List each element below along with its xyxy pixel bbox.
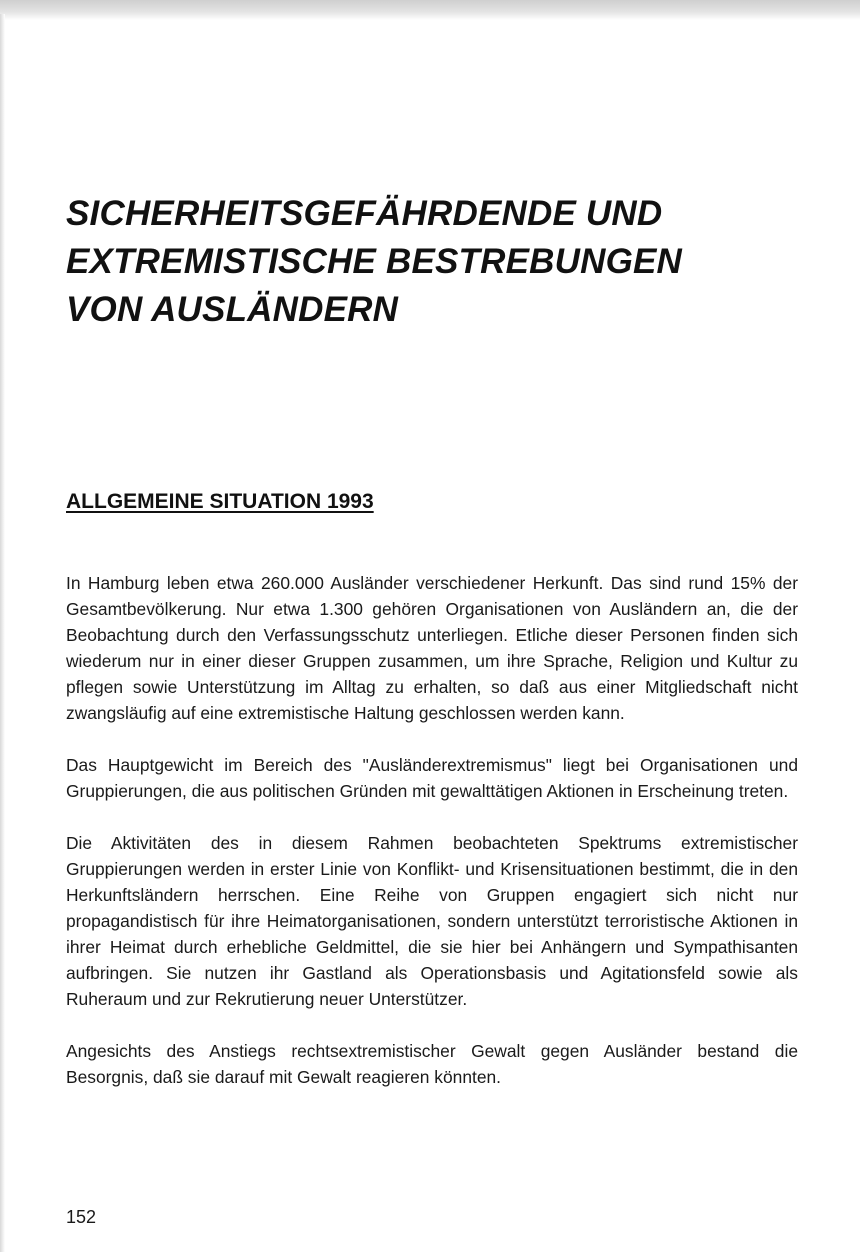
scan-left-edge <box>0 14 5 1252</box>
chapter-title <box>66 190 826 334</box>
scan-top-edge <box>0 0 860 20</box>
paragraph-4: Angesichts des Anstiegs rechtsextremistischer Gewalt gegen Ausländer bestand die Besorgnis, daß sie darauf mit Gewalt reagieren könnten. <box>66 1041 798 1087</box>
section-heading: ALLGEMEINE SITUATION 1993 <box>66 490 374 513</box>
body-text <box>66 570 798 1116</box>
chapter-title-line-1: SICHERHEITSGEFÄHRDENDE UND <box>66 194 663 233</box>
paragraph-2: Das Hauptgewicht im Bereich des "Ausländerextremismus" liegt bei Organisationen und Gruppierungen, die aus politischen Gründen mit gewalttätigen Aktionen in Erscheinung treten. <box>66 755 798 801</box>
chapter-title-line-3: VON AUSLÄNDERN <box>66 290 399 329</box>
paragraph-1: In Hamburg leben etwa 260.000 Ausländer verschiedener Herkunft. Das sind rund 15% der Gesamtbevölkerung. Nur etwa 1.300 gehören Organisationen von Ausländern an, die der Beobachtung durch den Verfassungsschutz unterliegen. Etliche dieser Personen finden sich wiederum nur in einer dieser Gruppen zusammen, um ihre Sprache, Religion und Kultur zu pflegen sowie Unterstützung im Alltag zu erhalten, so daß aus einer Mitgliedschaft nicht zwangsläufig auf eine extremistische Haltung geschlossen werden kann. <box>66 573 798 723</box>
paragraph-3: Die Aktivitäten des in diesem Rahmen beobachteten Spektrums extremistischer Gruppierungen werden in erster Linie von Konflikt- und Krisensituationen bestimmt, die in den Herkunftsländern herrschen. Eine Reihe von Gruppen engagiert sich nicht nur propagandistisch für ihre Heimatorganisationen, sondern unterstützt terroristische Aktionen in ihrer Heimat durch erhebliche Geldmittel, die sie hier bei Anhängern und Sympathisanten aufbringen. Sie nutzen ihr Gastland als Operationsbasis und Agitationsfeld sowie als Ruheraum und zur Rekrutierung neuer Unterstützer. <box>66 833 798 1009</box>
page-number: 152 <box>66 1207 97 1227</box>
chapter-title-line-2: EXTREMISTISCHE BESTREBUNGEN <box>66 242 683 281</box>
